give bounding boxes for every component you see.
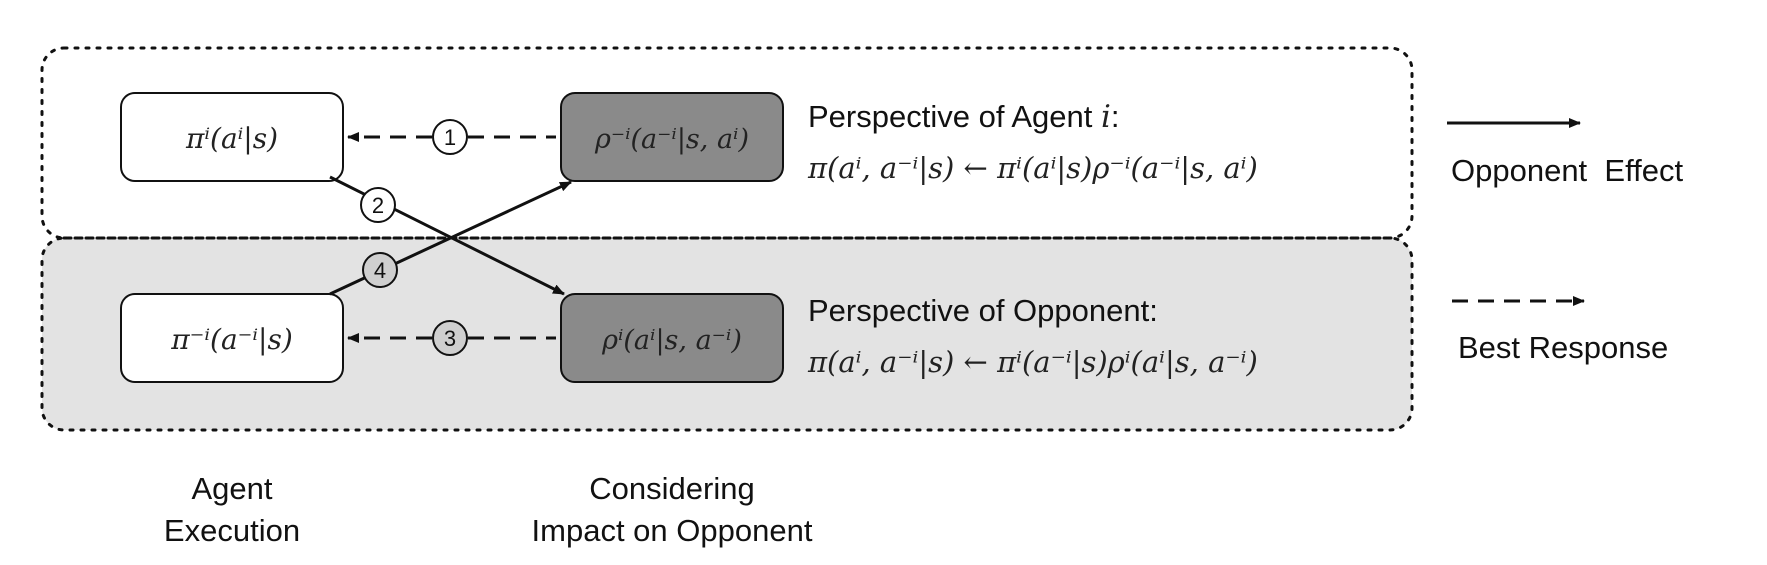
considering-impact-caption-line2: Impact on Opponent bbox=[531, 513, 813, 548]
considering-impact-caption-line1: Considering bbox=[589, 471, 755, 506]
legend-best-response: Best Response bbox=[1458, 330, 1669, 365]
agent-perspective-equation: π(aⁱ, a⁻ⁱ|s) ← πⁱ(aⁱ|s)ρ⁻ⁱ(a⁻ⁱ|s, aⁱ) bbox=[808, 151, 1258, 185]
opponent-policy-label: π⁻ⁱ(a⁻ⁱ|s) bbox=[171, 323, 293, 356]
agent-execution-caption-line1: Agent bbox=[191, 471, 273, 506]
opponent-model-label: ρ⁻ⁱ(a⁻ⁱ|s, aⁱ) bbox=[594, 124, 750, 155]
step-2-number: 2 bbox=[371, 193, 385, 218]
opponent-perspective-equation: π(aⁱ, a⁻ⁱ|s) ← πⁱ(a⁻ⁱ|s)ρⁱ(aⁱ|s, a⁻ⁱ) bbox=[808, 345, 1258, 379]
agent-model-label: ρⁱ(aⁱ|s, a⁻ⁱ) bbox=[602, 325, 742, 356]
opponent-perspective-title: Perspective of Opponent: bbox=[808, 293, 1158, 328]
agent-perspective-title: Perspective of Agent i: bbox=[808, 99, 1120, 135]
agent-execution-caption-line2: Execution bbox=[163, 513, 301, 548]
step-1-number: 1 bbox=[443, 125, 457, 150]
step-4-number: 4 bbox=[373, 258, 387, 283]
step-3-number: 3 bbox=[443, 326, 457, 351]
agent-policy-label: πⁱ(aⁱ|s) bbox=[185, 122, 279, 155]
legend-opponent-effect: Opponent Effect bbox=[1451, 153, 1684, 188]
